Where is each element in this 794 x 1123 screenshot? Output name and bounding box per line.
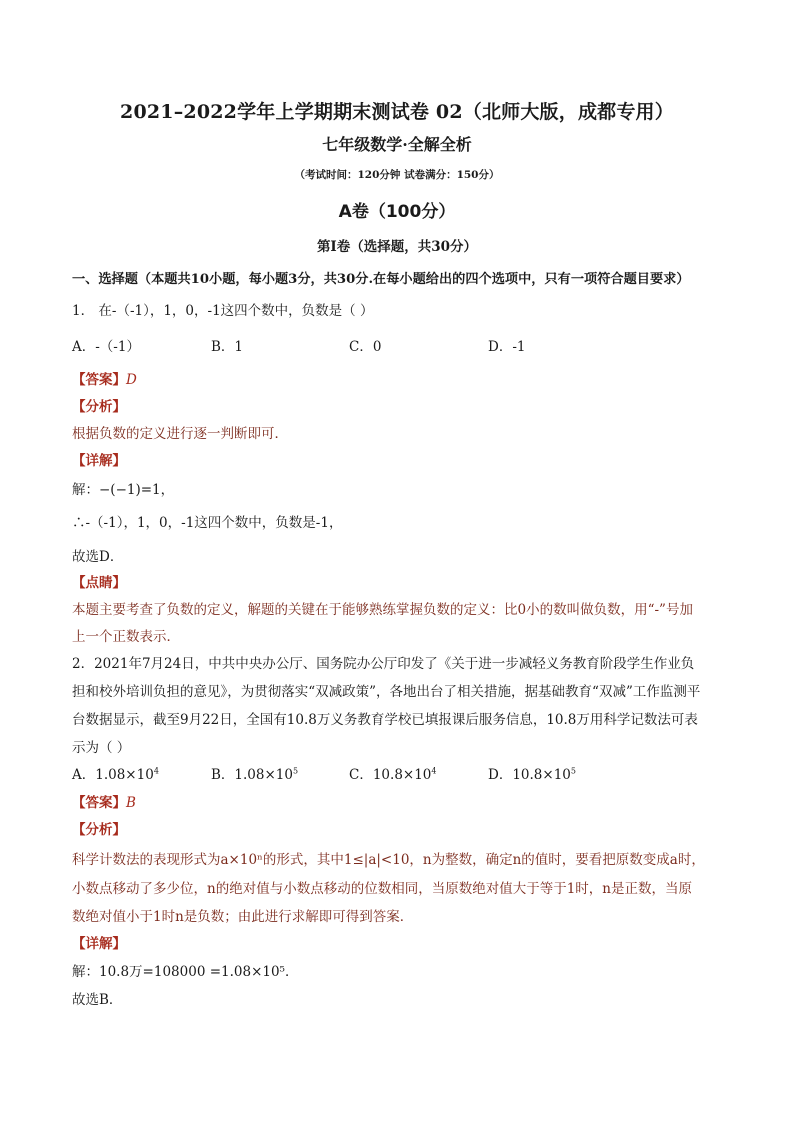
- q1-detail-line-1: 解：−(−1)=1，: [72, 482, 175, 498]
- q1-analysis-text: 根据负数的定义进行逐一判断即可．: [72, 426, 288, 442]
- q1-detail-line-2: ∴-（-1），1，0，-1这四个数中，负数是-1，: [72, 515, 343, 531]
- q1-comment-line-2: 上一个正数表示．: [72, 629, 180, 645]
- section-heading: 一、选择题（本题共10小题，每小题3分，共30分.在每小题给出的四个选项中，只有一项符合题目要求）: [72, 272, 690, 287]
- q2-detail-line-1: 解：10.8万=108000 =1.08×10⁵．: [72, 964, 299, 980]
- q1-option-b: B．1: [211, 339, 244, 355]
- q2-analysis-label: 【分析】: [72, 822, 126, 838]
- q2-stem-line-2: 担和校外培训负担的意见》，为贯彻落实“双减政策”，各地出台了相关措施，据基础教育“双减”工作监测平: [72, 684, 701, 700]
- q2-detail-label: 【详解】: [72, 936, 126, 952]
- q1-stem: 1． 在-（-1），1，0，-1这四个数中，负数是（ ）: [72, 303, 374, 319]
- q1-comment-label: 【点睛】: [72, 575, 126, 591]
- q1-detail-label: 【详解】: [72, 453, 126, 469]
- q2-option-d: D．$10.8\times 10^5$: [488, 766, 576, 783]
- q2-stem-line-3: 台数据显示，截至9月22日，全国有10.8万义务教育学校已填报课后服务信息，10.8万用科学记数法可表: [72, 712, 698, 728]
- q2-option-b: B．$1.08\times 10^5$: [211, 766, 299, 783]
- q1-answer: [72, 368, 137, 388]
- q2-answer: [72, 791, 136, 811]
- q2-option-a: A．$1.08\times 10^4$: [72, 766, 159, 783]
- q2-answer-value: B: [126, 795, 136, 811]
- q1-comment-line-1: 本题主要考查了负数的定义，解题的关键在于能够熟练掌握负数的定义：比0小的数叫做负数，用“-”号加: [72, 602, 693, 618]
- document-title: 2021–2022学年上学期期末测试卷 02（北师大版，成都专用）: [120, 101, 674, 123]
- q2-stem-line-4: 示为（ ）: [72, 740, 131, 756]
- part-heading: 第I卷（选择题，共30分）: [316, 239, 478, 255]
- q1-option-a: A．-（-1）: [72, 339, 140, 355]
- q1-option-c: C．0: [349, 339, 382, 355]
- q2-option-c: C．$10.8\times 10^4$: [349, 766, 437, 783]
- q2-analysis-line-3: 数绝对值小于1时n是负数；由此进行求解即可得到答案．: [72, 909, 414, 925]
- answer-label: 【答案】: [72, 372, 126, 388]
- exam-info: （考试时间：120分钟 试卷满分：150分）: [294, 169, 500, 181]
- q1-answer-value: D: [126, 372, 137, 388]
- volume-heading: A卷（100分）: [338, 202, 456, 222]
- q2-stem-line-1: 2．2021年7月24日，中共中央办公厅、国务院办公厅印发了《关于进一步减轻义务教育阶段学生作业负: [72, 656, 695, 672]
- q1-detail-line-3: 故选D．: [72, 549, 124, 565]
- document-subtitle: 七年级数学·全解全析: [322, 135, 472, 154]
- q1-option-d: D．-1: [488, 339, 526, 355]
- q2-detail-line-2: 故选B．: [72, 992, 123, 1008]
- q2-analysis-line-2: 小数点移动了多少位，n的绝对值与小数点移动的位数相同，当原数绝对值大于等于1时，n是正数，当原: [72, 881, 692, 897]
- q1-analysis-label: 【分析】: [72, 399, 126, 415]
- answer-label: 【答案】: [72, 795, 126, 811]
- q2-analysis-line-1: 科学计数法的表现形式为a×10ⁿ的形式，其中1≤|a|<10，n为整数，确定n的值时，要看把原数变成a时，: [72, 852, 705, 868]
